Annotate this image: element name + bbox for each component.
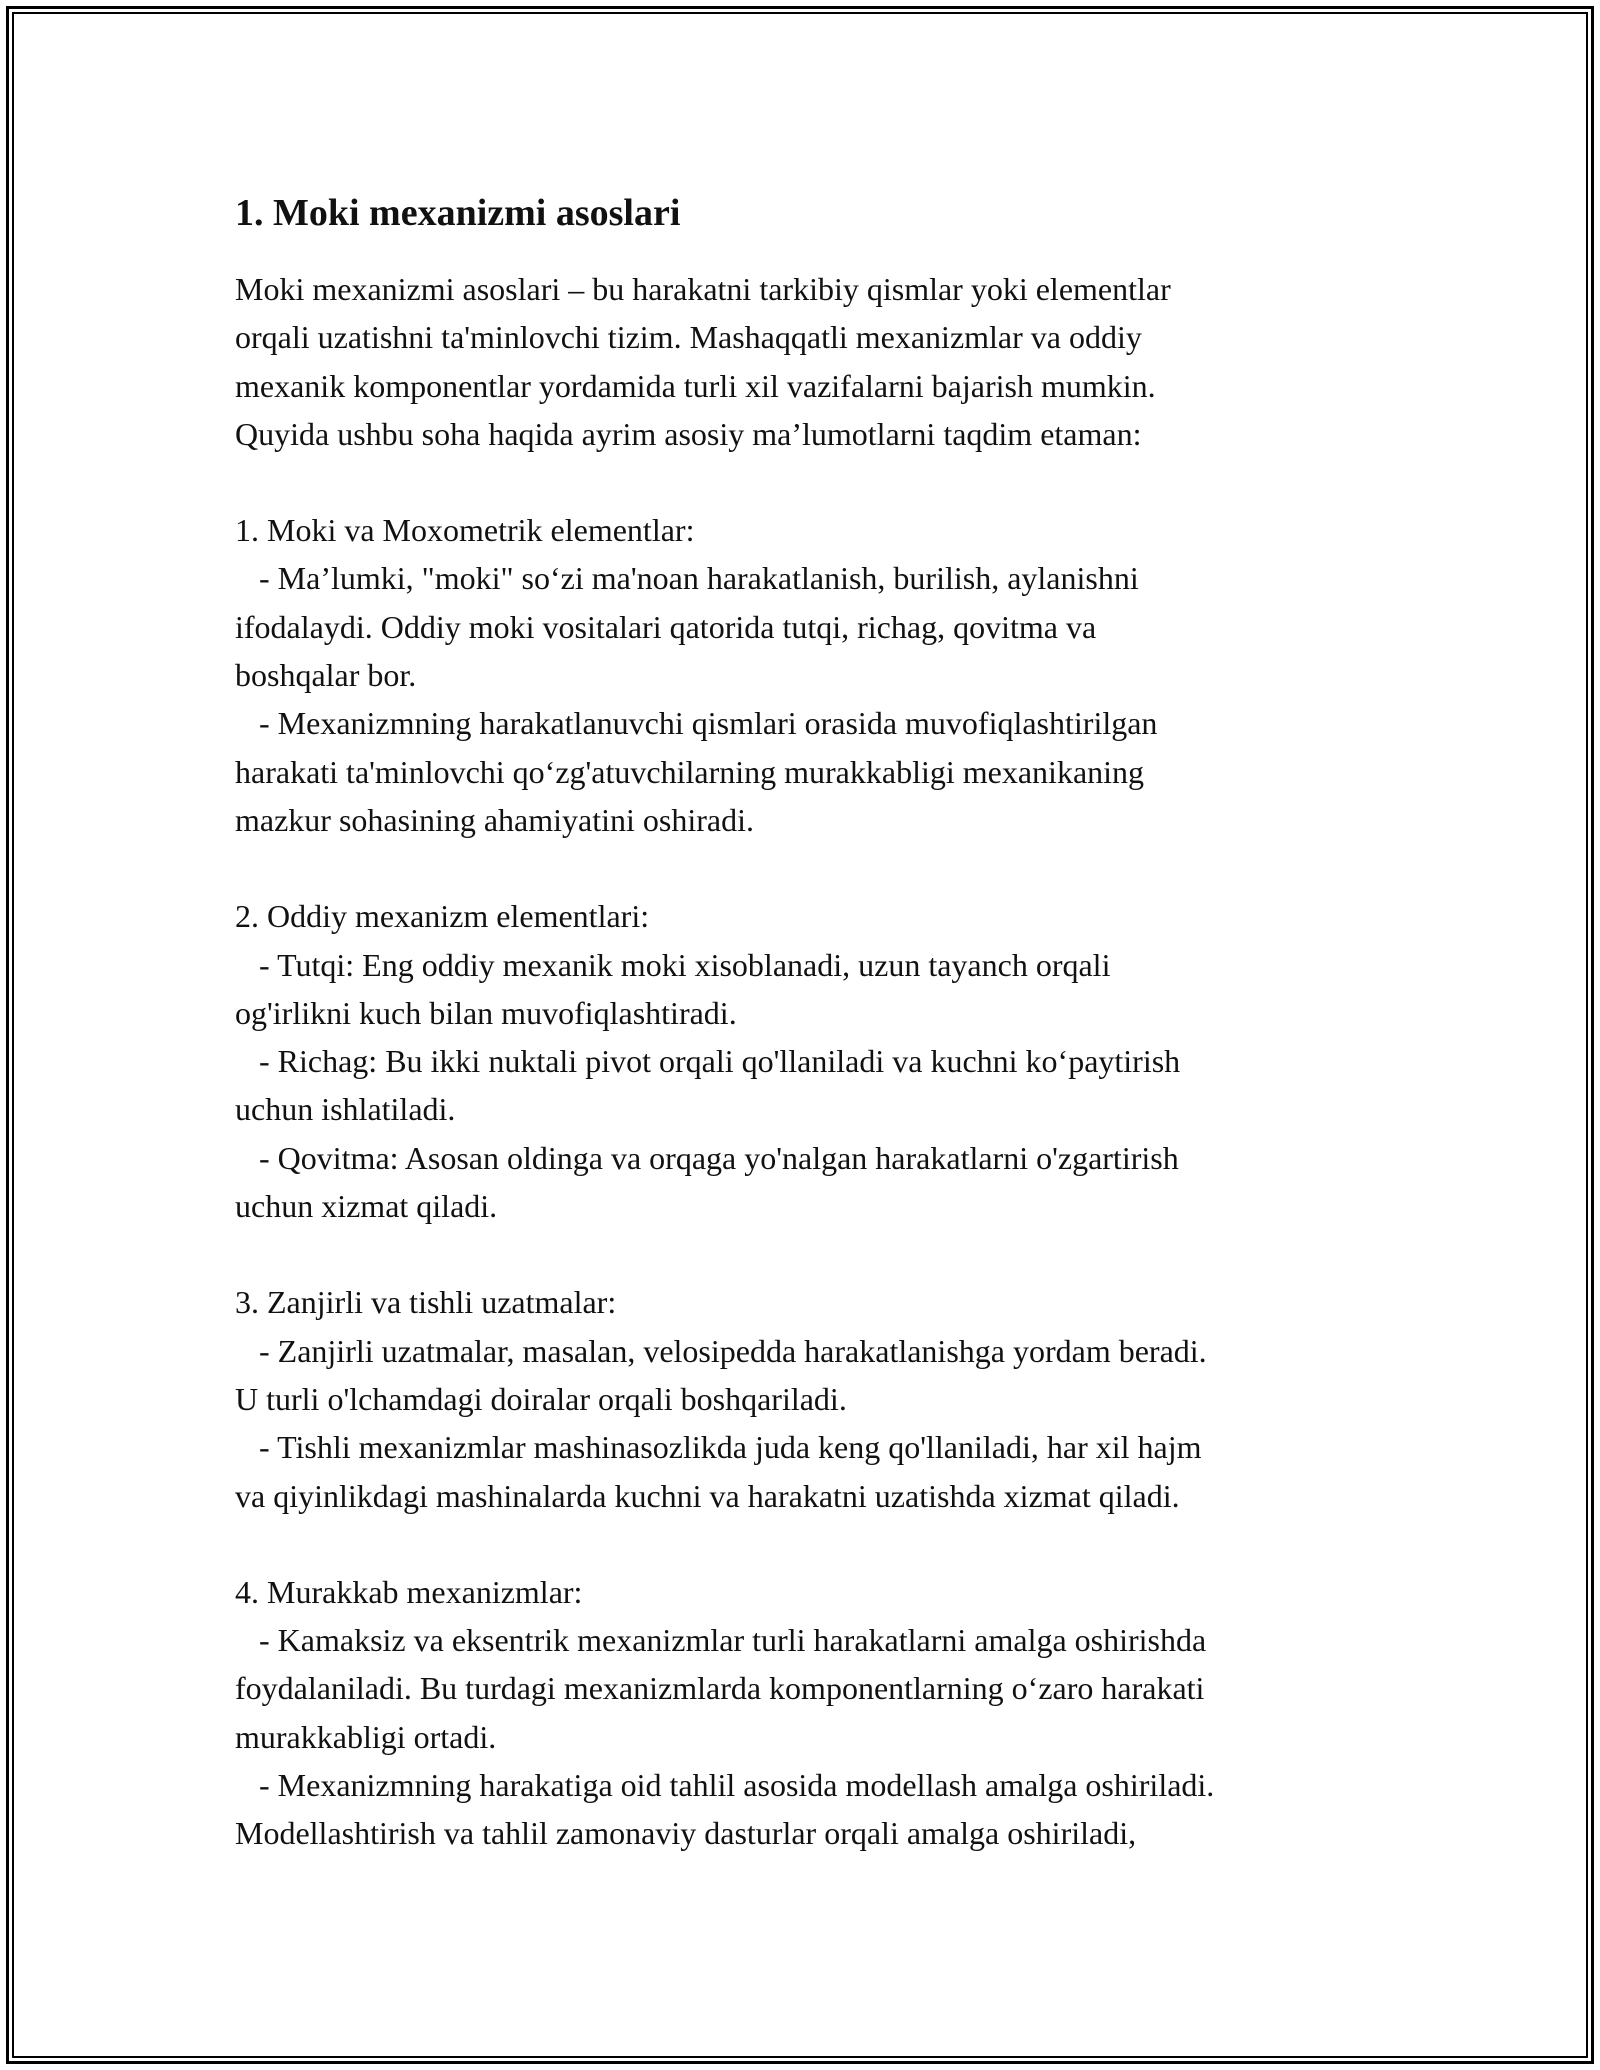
section-line: harakati ta'minlovchi qo‘zg'atuvchilarning murakkabligi mexanikaning	[235, 753, 1145, 790]
intro-line: Quyida ushbu soha haqida ayrim asosiy ma’lumotlarni taqdim etaman:	[235, 415, 1142, 452]
section-line: - Ma’lumki, "moki" so‘zi ma'noan harakatlanish, burilish, aylanishni	[235, 560, 1139, 597]
section-line: foydalaniladi. Bu turdagi mexanizmlarda komponentlarning o‘zaro harakati	[235, 1670, 1205, 1707]
section-line: - Zanjirli uzatmalar, masalan, velosipedda harakatlanishga yordam beradi.	[235, 1332, 1207, 1369]
section-line: - Kamaksiz va eksentrik mexanizmlar turli harakatlarni amalga oshirishda	[235, 1622, 1207, 1659]
section-line: - Tishli mexanizmlar mashinasozlikda juda keng qo'llaniladi, har xil hajm	[235, 1429, 1202, 1466]
section-line: uchun ishlatiladi.	[235, 1091, 456, 1128]
section-line: - Mexanizmning harakatlanuvchi qismlari orasida muvofiqlashtirilgan	[235, 705, 1158, 742]
section-line: va qiyinlikdagi mashinalarda kuchni va harakatni uzatishda xizmat qiladi.	[235, 1477, 1180, 1514]
section-line: murakkabligi ortadi.	[235, 1718, 497, 1755]
section-line: - Mexanizmning harakatiga oid tahlil asosida modellash amalga oshiriladi.	[235, 1767, 1215, 1804]
section-line: uchun xizmat qiladi.	[235, 1188, 498, 1225]
intro-line: mexanik komponentlar yordamida turli xil vazifalarni bajarish mumkin.	[235, 367, 1156, 404]
section-line: mazkur sohasining ahamiyatini oshiradi.	[235, 801, 754, 838]
intro-paragraph	[235, 265, 1385, 458]
section-3	[235, 1278, 1385, 1519]
section-heading: 3. Zanjirli va tishli uzatmalar:	[235, 1284, 617, 1321]
section-line: U turli o'lchamdagi doiralar orqali boshqariladi.	[235, 1380, 847, 1417]
section-line: ifodalaydi. Oddiy moki vositalari qatorida tutqi, richag, qovitma va	[235, 608, 1097, 645]
section-line: og'irlikni kuch bilan muvofiqlashtiradi.	[235, 994, 737, 1031]
section-heading: 2. Oddiy mexanizm elementlari:	[235, 898, 650, 935]
section-heading: 4. Murakkab mexanizmlar:	[235, 1573, 583, 1610]
section-1	[235, 506, 1385, 844]
section-2	[235, 892, 1385, 1230]
document-title: 1. Moki mexanizmi asoslari	[235, 192, 681, 234]
document-body	[235, 188, 1385, 1858]
section-4	[235, 1568, 1385, 1858]
section-line: Modellashtirish va tahlil zamonaviy dasturlar orqali amalga oshiriladi,	[235, 1815, 1137, 1852]
section-heading: 1. Moki va Moxometrik elementlar:	[235, 512, 695, 549]
section-line: - Qovitma: Asosan oldinga va orqaga yo'nalgan harakatlarni o'zgartirish	[235, 1139, 1179, 1176]
section-line: boshqalar bor.	[235, 657, 417, 694]
section-line: - Tutqi: Eng oddiy mexanik moki xisoblanadi, uzun tayanch orqali	[235, 946, 1111, 983]
section-line: - Richag: Bu ikki nuktali pivot orqali qo'llaniladi va kuchni ko‘paytirish	[235, 1043, 1181, 1080]
intro-line: orqali uzatishni ta'minlovchi tizim. Mashaqqatli mexanizmlar va oddiy	[235, 319, 1142, 356]
intro-line: Moki mexanizmi asoslari – bu harakatni tarkibiy qismlar yoki elementlar	[235, 271, 1171, 307]
